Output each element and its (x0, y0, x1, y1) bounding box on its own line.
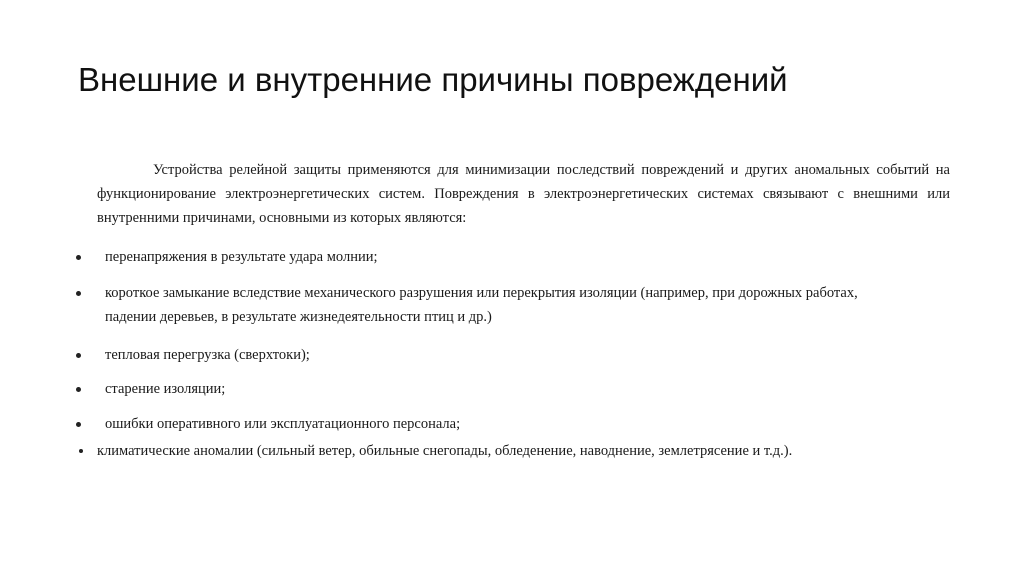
slide-title: Внешние и внутренние причины повреждений (78, 61, 788, 98)
intro-paragraph: Устройства релейной защиты применяются для минимизации последствий повреждений и других аномальных событий на функционирование электроэнергетических систем. Повреждения в электроэнергетических системах связывают с внешними или внутренними причинами, основными из которых являются: (97, 162, 950, 226)
bullet-icon (76, 255, 81, 260)
bullet-icon (76, 353, 81, 358)
list-item-text: климатические аномалии (сильный ветер, обильные снегопады, обледенение, наводнение, землетрясение и т.д.). (97, 443, 793, 459)
list-item-text: ошибки оперативного или эксплуатационного персонала; (105, 416, 461, 432)
bullet-icon (76, 387, 81, 392)
list-item-text: перенапряжения в результате удара молнии; (105, 249, 378, 265)
bullet-icon (79, 449, 83, 453)
list-item-text: короткое замыкание вследствие механического разрушения или перекрытия изоляции (например, при дорожных работах, (105, 285, 858, 301)
list-item-text: старение изоляции; (105, 381, 226, 397)
list-item-text-continued: падении деревьев, в результате жизнедеятельности птиц и др.) (105, 309, 492, 325)
bullet-icon (76, 291, 81, 296)
list-item-text: тепловая перегрузка (сверхтоки); (105, 347, 310, 363)
bullet-icon (76, 422, 81, 427)
